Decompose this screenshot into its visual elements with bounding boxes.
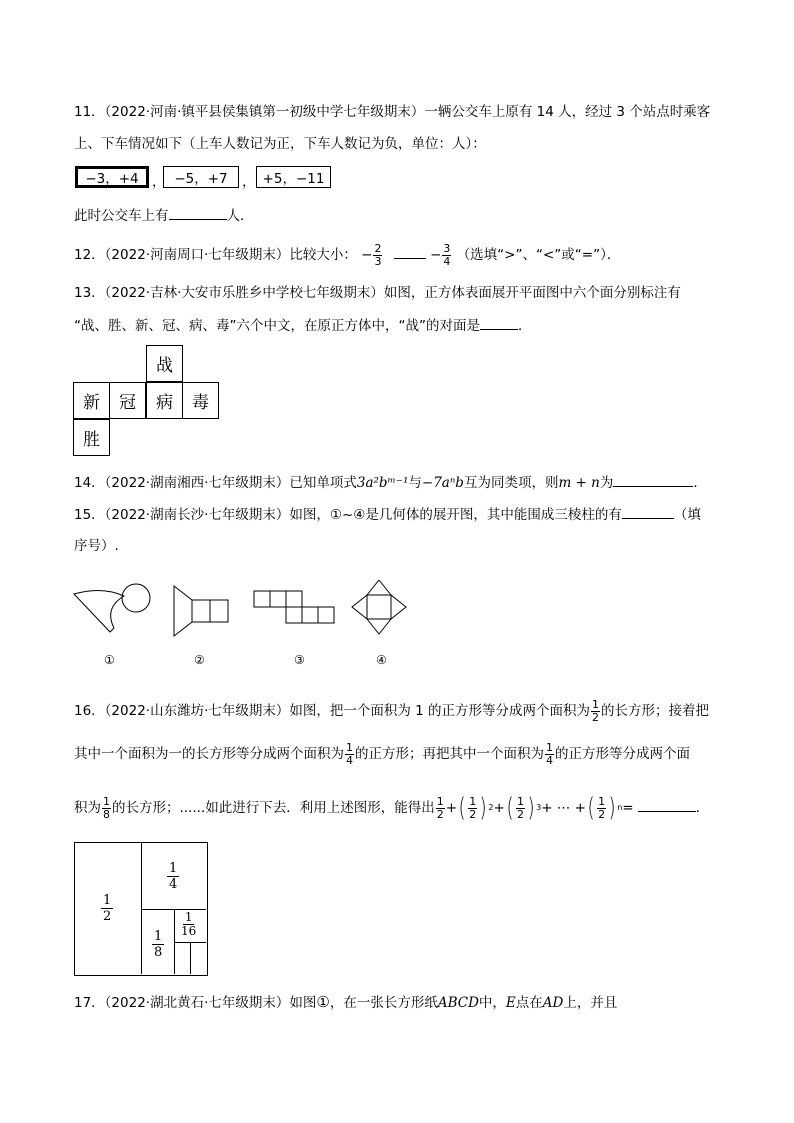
q13-line2-text: “战、胜、新、冠、病、毒”六个中文，在原正方体中，“战”的对面是 — [74, 318, 480, 334]
q16-equals: = — [622, 800, 634, 816]
square-thirtysecond — [190, 942, 191, 974]
q16-line2-text-c: 的正方形等分成两个面 — [555, 746, 690, 762]
q11-answer-prefix: 此时公交车上有 — [74, 208, 169, 224]
q16-line2 — [74, 737, 690, 771]
q14-prefix: 14．（2022·湖南湘西·七年级期末）已知单项式 — [74, 475, 357, 491]
cube-net-cell-3: 病 — [146, 382, 183, 419]
q11-answer-line — [74, 205, 254, 226]
q16-fraction-quarter-2: $\frac{1}{4}$ — [546, 740, 553, 767]
cube-net-cell-bottom: 胜 — [73, 419, 110, 456]
q17-suffix: 上，并且 — [563, 995, 618, 1011]
q16-plus-2: + — [493, 800, 505, 816]
q11-line2: 上、下车情况如下（上车人数记为正，下车人数记为负，单位：人）： — [74, 136, 486, 152]
q12-minus-1: − — [361, 247, 373, 263]
q17-ad: AD — [542, 995, 564, 1011]
q14-middle: 互为同类项，则 — [463, 475, 559, 491]
q17-abcd: ABCD — [437, 995, 479, 1011]
square-label-half: 1 2 — [103, 893, 112, 924]
net-4 — [352, 580, 406, 634]
q17-mid2: 中， — [478, 995, 506, 1011]
q12-suffix: （选填“>”、“<”或“=”）． — [456, 247, 621, 263]
q16-fraction-quarter-1: $\frac{1}{4}$ — [346, 740, 353, 767]
q12-fraction-1: $\frac{2}{3}$ — [374, 241, 382, 268]
q16-fraction-half: $\frac{1}{2}$ — [592, 697, 600, 724]
q16-fraction-eighth: $\frac{1}{8}$ — [103, 794, 110, 821]
q13-line2 — [74, 315, 531, 336]
q16-line2-text-a: 其中一个面积为一的长方形等分成两个面积为 — [74, 746, 344, 762]
q16-end: ． — [695, 800, 710, 816]
q15-line1-text: 15．（2022·湖南长沙·七年级期末）如图，①~④是几何体的展开图，其中能围成三棱柱的有 — [74, 507, 622, 523]
q15-line1 — [74, 504, 701, 525]
q11-line1: 11．（2022·河南·镇平县侯集镇第一初级中学七年级期末）一辆公交车上原有 14 人，经过 3 个站点时乘客 — [74, 104, 711, 120]
q15-label-4: ④ — [376, 653, 387, 667]
q16-plus-1: + — [445, 800, 458, 816]
q15-label-2: ② — [194, 653, 205, 667]
q16-series-term-1: $\frac{1}{2}$ — [436, 794, 444, 821]
q11-box-3: +5，−11 — [256, 166, 331, 188]
q16-line3-text-a: 积为 — [74, 800, 101, 816]
q14-expression: m + n — [558, 475, 600, 491]
q11-answer-suffix: 人． — [226, 208, 254, 224]
square-label-eighth: 1 8 — [154, 929, 163, 960]
q16-series-term-2: ( $\frac{1}{2}$ ) 2 — [458, 793, 494, 823]
net-2 — [174, 586, 228, 636]
q17-point-e: E — [505, 995, 516, 1011]
cube-net-cell-4: 毒 — [182, 382, 219, 419]
q14-suffix: 为 — [599, 475, 614, 491]
q12-line — [74, 238, 620, 272]
q16-line3-text-b: 的长方形；......如此进行下去．利用上述图形，能得出 — [112, 800, 435, 816]
q17-line — [74, 992, 617, 1013]
q16-line1-text: 16．（2022·山东潍坊·七年级期末）如图，把一个面积为 1 的正方形等分成两个面积为 — [74, 703, 591, 719]
q11-sep-1: ， — [152, 174, 166, 190]
q17-prefix: 17．（2022·湖北黄石·七年级期末）如图 — [74, 995, 317, 1011]
q15-nets-figure — [60, 580, 440, 652]
cube-net-cell-1: 新 — [73, 382, 110, 419]
q15-line1-end: （填 — [673, 507, 701, 523]
q16-series-term-n: ( $\frac{1}{2}$ ) n — [587, 793, 623, 823]
q14-mid: 与 — [408, 475, 422, 491]
q14-term-2: −7aⁿb — [421, 475, 464, 491]
q16-square-figure — [74, 842, 208, 976]
q17-mid3: 点在 — [515, 995, 543, 1011]
q13-answer-blank[interactable] — [480, 315, 518, 330]
q14-term-1: 3a²bᵐ⁻¹ — [356, 475, 409, 491]
q15-answer-blank[interactable] — [622, 504, 674, 519]
q16-series-term-3: ( $\frac{1}{2}$ ) 3 — [506, 793, 542, 823]
square-label-quarter: 1 4 — [169, 861, 178, 892]
q15-label-1: ① — [104, 653, 115, 667]
q16-line3 — [74, 788, 709, 828]
q11-answer-blank[interactable] — [169, 205, 227, 220]
q11-sep-2: ， — [242, 174, 256, 190]
q14-line — [74, 472, 707, 493]
q12-prefix: 12．（2022·河南周口·七年级期末）比较大小： — [74, 247, 357, 263]
q16-answer-blank[interactable] — [638, 797, 696, 812]
square-label-sixteenth: 1 16 — [181, 910, 197, 938]
q16-dots: + ⋯ + — [541, 800, 586, 816]
q11-box-1: −3，+4 — [75, 166, 149, 188]
cube-net-cell-top: 战 — [146, 345, 183, 382]
q16-line1 — [74, 694, 709, 728]
q13-line2-end: ． — [517, 318, 532, 334]
q17-circled: ① — [316, 993, 330, 1011]
q14-answer-blank[interactable] — [613, 472, 693, 487]
q15-label-3: ③ — [294, 653, 305, 667]
q15-line2: 序号）. — [74, 538, 119, 554]
q16-line1-end: 的长方形；接着把 — [601, 703, 710, 719]
q13-line1: 13．（2022·吉林·大安市乐胜乡中学校七年级期末）如图，正方体表面展开平面图中六个面分别标注有 — [74, 285, 681, 301]
q12-answer-blank[interactable] — [394, 244, 426, 259]
q12-fraction-2: $\frac{3}{4}$ — [443, 241, 451, 268]
net-1-cone — [74, 584, 150, 632]
q16-line2-text-b: 的正方形；再把其中一个面积为 — [355, 746, 544, 762]
q12-minus-2: − — [430, 247, 442, 263]
q14-end: ． — [693, 475, 707, 491]
q11-box-2: −5，+7 — [163, 166, 239, 188]
cube-net-cell-2: 冠 — [109, 382, 146, 419]
q17-middle: ，在一张长方形纸 — [329, 995, 438, 1011]
net-3 — [254, 591, 334, 623]
